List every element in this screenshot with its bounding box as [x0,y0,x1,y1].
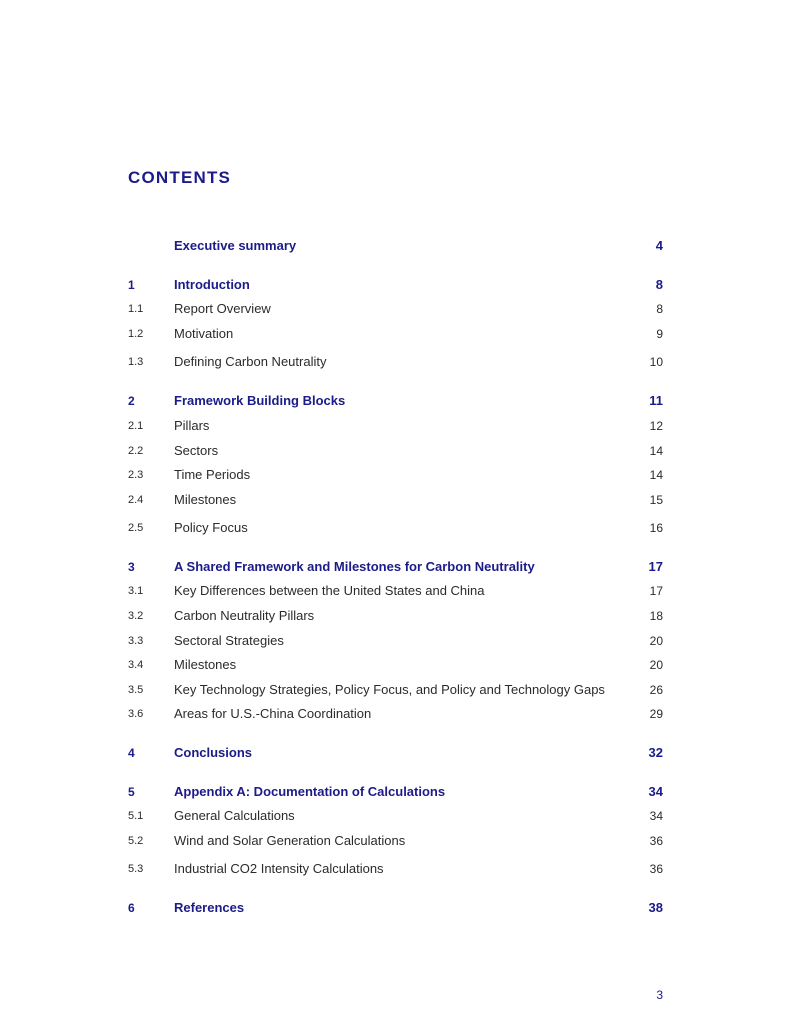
toc-entry-coordination[interactable] [128,705,663,723]
toc-page: 34 [648,784,663,799]
toc-number: 3.1 [128,585,144,597]
toc-label: Framework Building Blocks [174,393,346,408]
toc-page: 16 [649,521,663,535]
toc-entry-sectoral-strategies[interactable] [128,632,663,650]
toc-entry-motivation[interactable] [128,325,663,343]
toc-entry-wind-solar-calculations[interactable] [128,832,663,850]
toc-number: 5.1 [128,810,144,822]
toc-entry-report-overview[interactable] [128,300,663,318]
toc-label: Milestones [174,492,237,507]
toc-page: 38 [648,900,663,915]
toc-label: Executive summary [174,238,297,253]
toc-page: 12 [649,419,663,433]
toc-page: 8 [656,302,663,316]
toc-page: 4 [655,238,663,253]
toc-label: Conclusions [174,745,253,760]
toc-entry-general-calculations[interactable] [128,807,663,825]
toc-number: 5.3 [128,863,144,875]
toc-page: 8 [655,277,663,292]
toc-number: 6 [128,901,135,915]
toc-label: Key Differences between the United States and China [174,583,485,598]
toc-label: Report Overview [174,301,271,316]
toc-entry-pillars[interactable] [128,417,663,435]
toc-label: Milestones [174,657,237,672]
toc-number: 2.2 [128,445,144,457]
toc-page: 20 [649,634,663,648]
toc-page: 36 [649,862,663,876]
toc-entry-time-periods[interactable] [128,466,663,484]
toc-page: 15 [649,493,663,507]
toc-number: 3.2 [128,610,144,622]
toc-label: Motivation [174,326,234,341]
toc-entry-key-differences[interactable] [128,582,663,600]
toc-label: Sectors [174,443,219,458]
toc-number: 3.3 [128,635,144,647]
toc-entry-policy-focus[interactable] [128,519,663,537]
toc-entry-milestones-3[interactable] [128,656,663,674]
toc-number: 1.2 [128,328,144,340]
toc-page: 34 [649,809,663,823]
toc-entry-shared-framework[interactable] [128,558,663,576]
toc-number: 2.4 [128,494,144,506]
toc-label: References [174,900,245,915]
toc-number: 3.5 [128,684,144,696]
toc-entry-appendix-a[interactable] [128,783,663,801]
page-title: CONTENTS [128,168,232,187]
toc-number: 1 [128,278,135,292]
toc-page: 14 [649,468,663,482]
toc-page: 17 [648,559,663,574]
toc-label: Policy Focus [174,520,248,535]
toc-page: 10 [649,355,663,369]
toc-number: 2 [128,394,135,408]
toc-entry-carbon-neutrality-pillars[interactable] [128,607,663,625]
toc-entry-defining-carbon-neutrality[interactable] [128,353,663,371]
toc-number: 2.3 [128,469,144,481]
toc-page: 9 [656,327,663,341]
toc-page: 14 [649,444,663,458]
toc-number: 1.3 [128,356,144,368]
toc-entry-industrial-co2-calculations[interactable] [128,860,663,878]
page-number: 3 [656,988,663,1002]
toc-number: 5.2 [128,835,144,847]
toc-page: 29 [649,707,663,721]
toc-label: Pillars [174,418,210,433]
toc-entry-key-technology-strategies[interactable] [128,681,663,699]
toc-number: 3 [128,560,135,574]
toc-label: Key Technology Strategies, Policy Focus, and Policy and Technology Gaps [174,682,605,697]
toc-number: 1.1 [128,303,144,315]
toc-entry-sectors[interactable] [128,442,663,460]
toc-entry-introduction[interactable] [128,276,663,294]
toc-number: 3.4 [128,659,144,671]
toc-label: A Shared Framework and Milestones for Carbon Neutrality [174,559,535,574]
toc-label: Carbon Neutrality Pillars [174,608,315,623]
toc-label: Industrial CO2 Intensity Calculations [174,861,384,876]
toc-page: 32 [648,745,663,760]
toc-number: 5 [128,785,135,799]
toc-label: Introduction [174,277,250,292]
toc-label: Defining Carbon Neutrality [174,354,327,369]
toc-page: 20 [649,658,663,672]
toc-page: 18 [649,609,663,623]
toc-entry-references[interactable] [128,899,663,917]
toc-number: 3.6 [128,708,144,720]
toc-number: 4 [128,746,135,760]
toc-label: Appendix A: Documentation of Calculations [174,784,446,799]
toc-label: Sectoral Strategies [174,633,284,648]
toc-number: 2.5 [128,522,144,534]
toc-page: 36 [649,834,663,848]
toc-number: 2.1 [128,420,144,432]
toc-label: General Calculations [174,808,295,823]
toc-entry-executive-summary[interactable] [128,237,663,255]
toc-page: 26 [649,683,663,697]
toc-label: Wind and Solar Generation Calculations [174,833,406,848]
toc-entry-conclusions[interactable] [128,744,663,762]
toc-label: Time Periods [174,467,251,482]
toc-page: 17 [649,584,663,598]
toc-entry-milestones[interactable] [128,491,663,509]
toc-entry-framework-building-blocks[interactable] [128,392,663,410]
toc-label: Areas for U.S.-China Coordination [174,706,372,721]
toc-page: 11 [649,393,663,408]
